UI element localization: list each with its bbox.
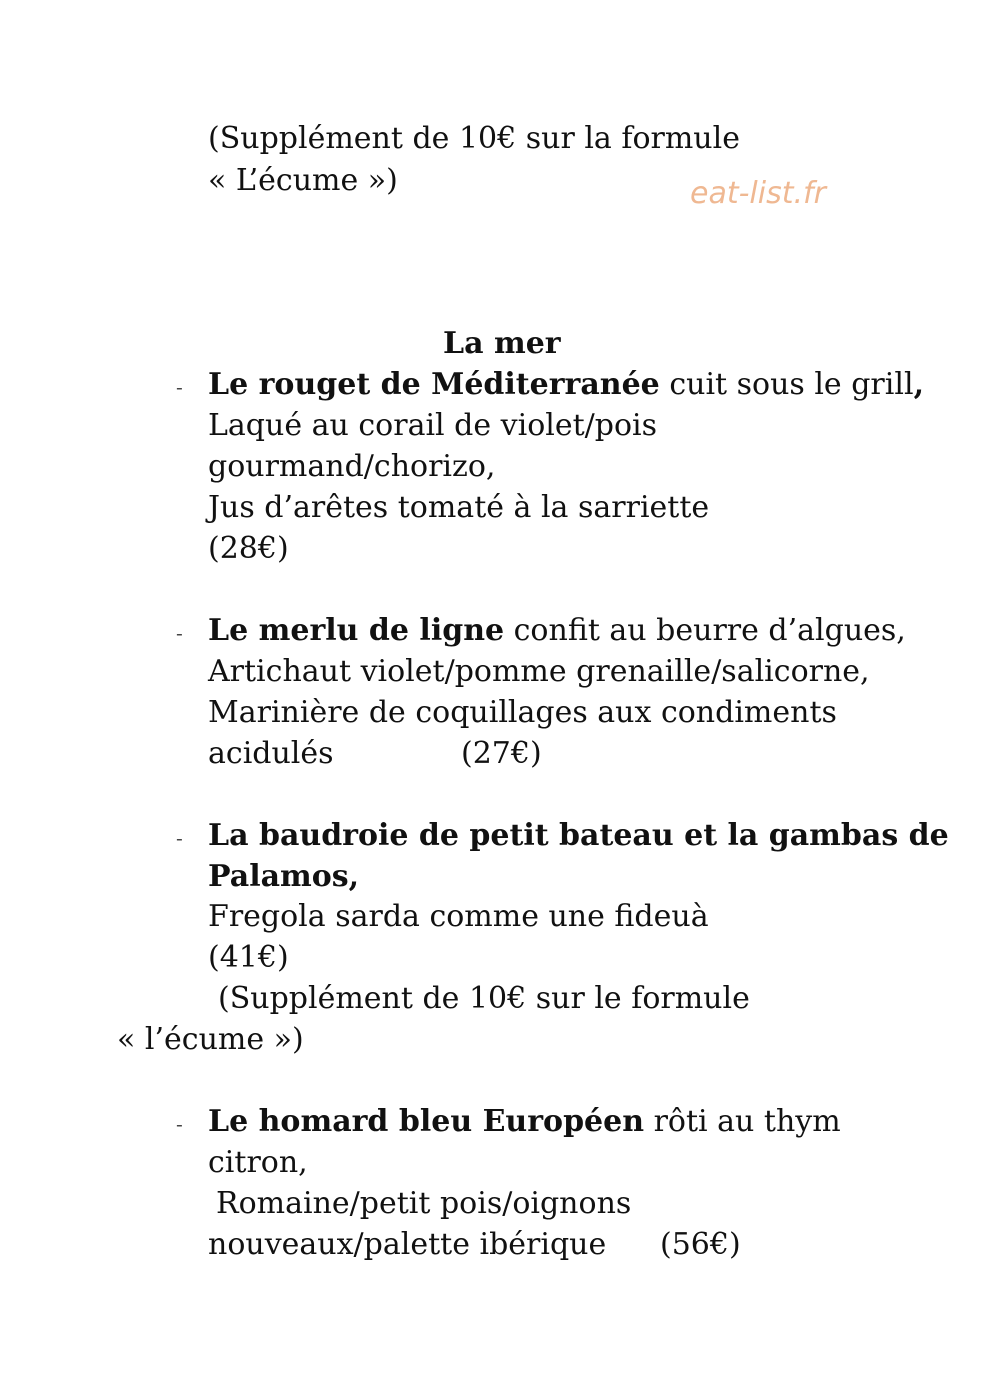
dish-1-desc-line-3: gourmand/chorizo, (208, 449, 496, 484)
dish-4-desc-line-2: citron, (208, 1145, 308, 1180)
dish-2-desc-line-2: Artichaut violet/pomme grenaille/salicorne, (208, 654, 870, 689)
dish-2-desc-line-4: acidulés (208, 736, 334, 771)
dish-4-desc-line-3: Romaine/petit pois/oignons (216, 1186, 632, 1221)
dish-3-note-line-2: « l’écume ») (117, 1022, 304, 1057)
bullet-dash: - (176, 1112, 183, 1136)
dish-4-price: (56€) (660, 1227, 741, 1262)
dish-3-price: (41€) (208, 940, 289, 975)
dish-2-price: (27€) (461, 736, 542, 771)
dish-1-desc: cuit sous le grill (659, 367, 914, 402)
bullet-dash: - (176, 621, 183, 645)
section-title: La mer (443, 326, 561, 361)
dish-2-desc-line-3: Marinière de coquillages aux condiments (208, 695, 837, 730)
dish-1-name: Le rouget de Méditerranée (208, 367, 660, 402)
dish-2-line-1 (208, 613, 906, 649)
dish-4-line-1 (208, 1104, 841, 1140)
dish-3-name-line-2: Palamos, (208, 859, 360, 894)
dish-1-line-1 (208, 367, 924, 403)
supplement-note-line-2: « L’écume ») (208, 163, 398, 198)
dish-3-desc: Fregola sarda comme une fideuà (208, 899, 709, 934)
bullet-dash: - (176, 375, 183, 399)
dish-1-desc-line-2: Laqué au corail de violet/pois (208, 408, 658, 443)
dish-2-desc: confit au beurre d’algues, (504, 613, 906, 648)
bullet-dash: - (176, 826, 183, 850)
watermark: eat-list.fr (690, 176, 826, 211)
dish-3-name: La baudroie de petit bateau et la gambas de (208, 818, 949, 853)
dish-2-name: Le merlu de ligne (208, 613, 505, 648)
dish-1-desc-line-4: Jus d’arêtes tomaté à la sarriette (208, 490, 710, 525)
dish-4-desc-line-4: nouveaux/palette ibérique (208, 1227, 607, 1262)
dish-3-note-line-1: (Supplément de 10€ sur le formule (218, 981, 750, 1016)
dish-1-price: (28€) (208, 531, 289, 566)
dish-4-name: Le homard bleu Européen (208, 1104, 645, 1139)
dish-1-comma: , (913, 367, 925, 402)
supplement-note-line-1: (Supplément de 10€ sur la formule (208, 121, 740, 156)
dish-4-desc: rôti au thym (644, 1104, 841, 1139)
